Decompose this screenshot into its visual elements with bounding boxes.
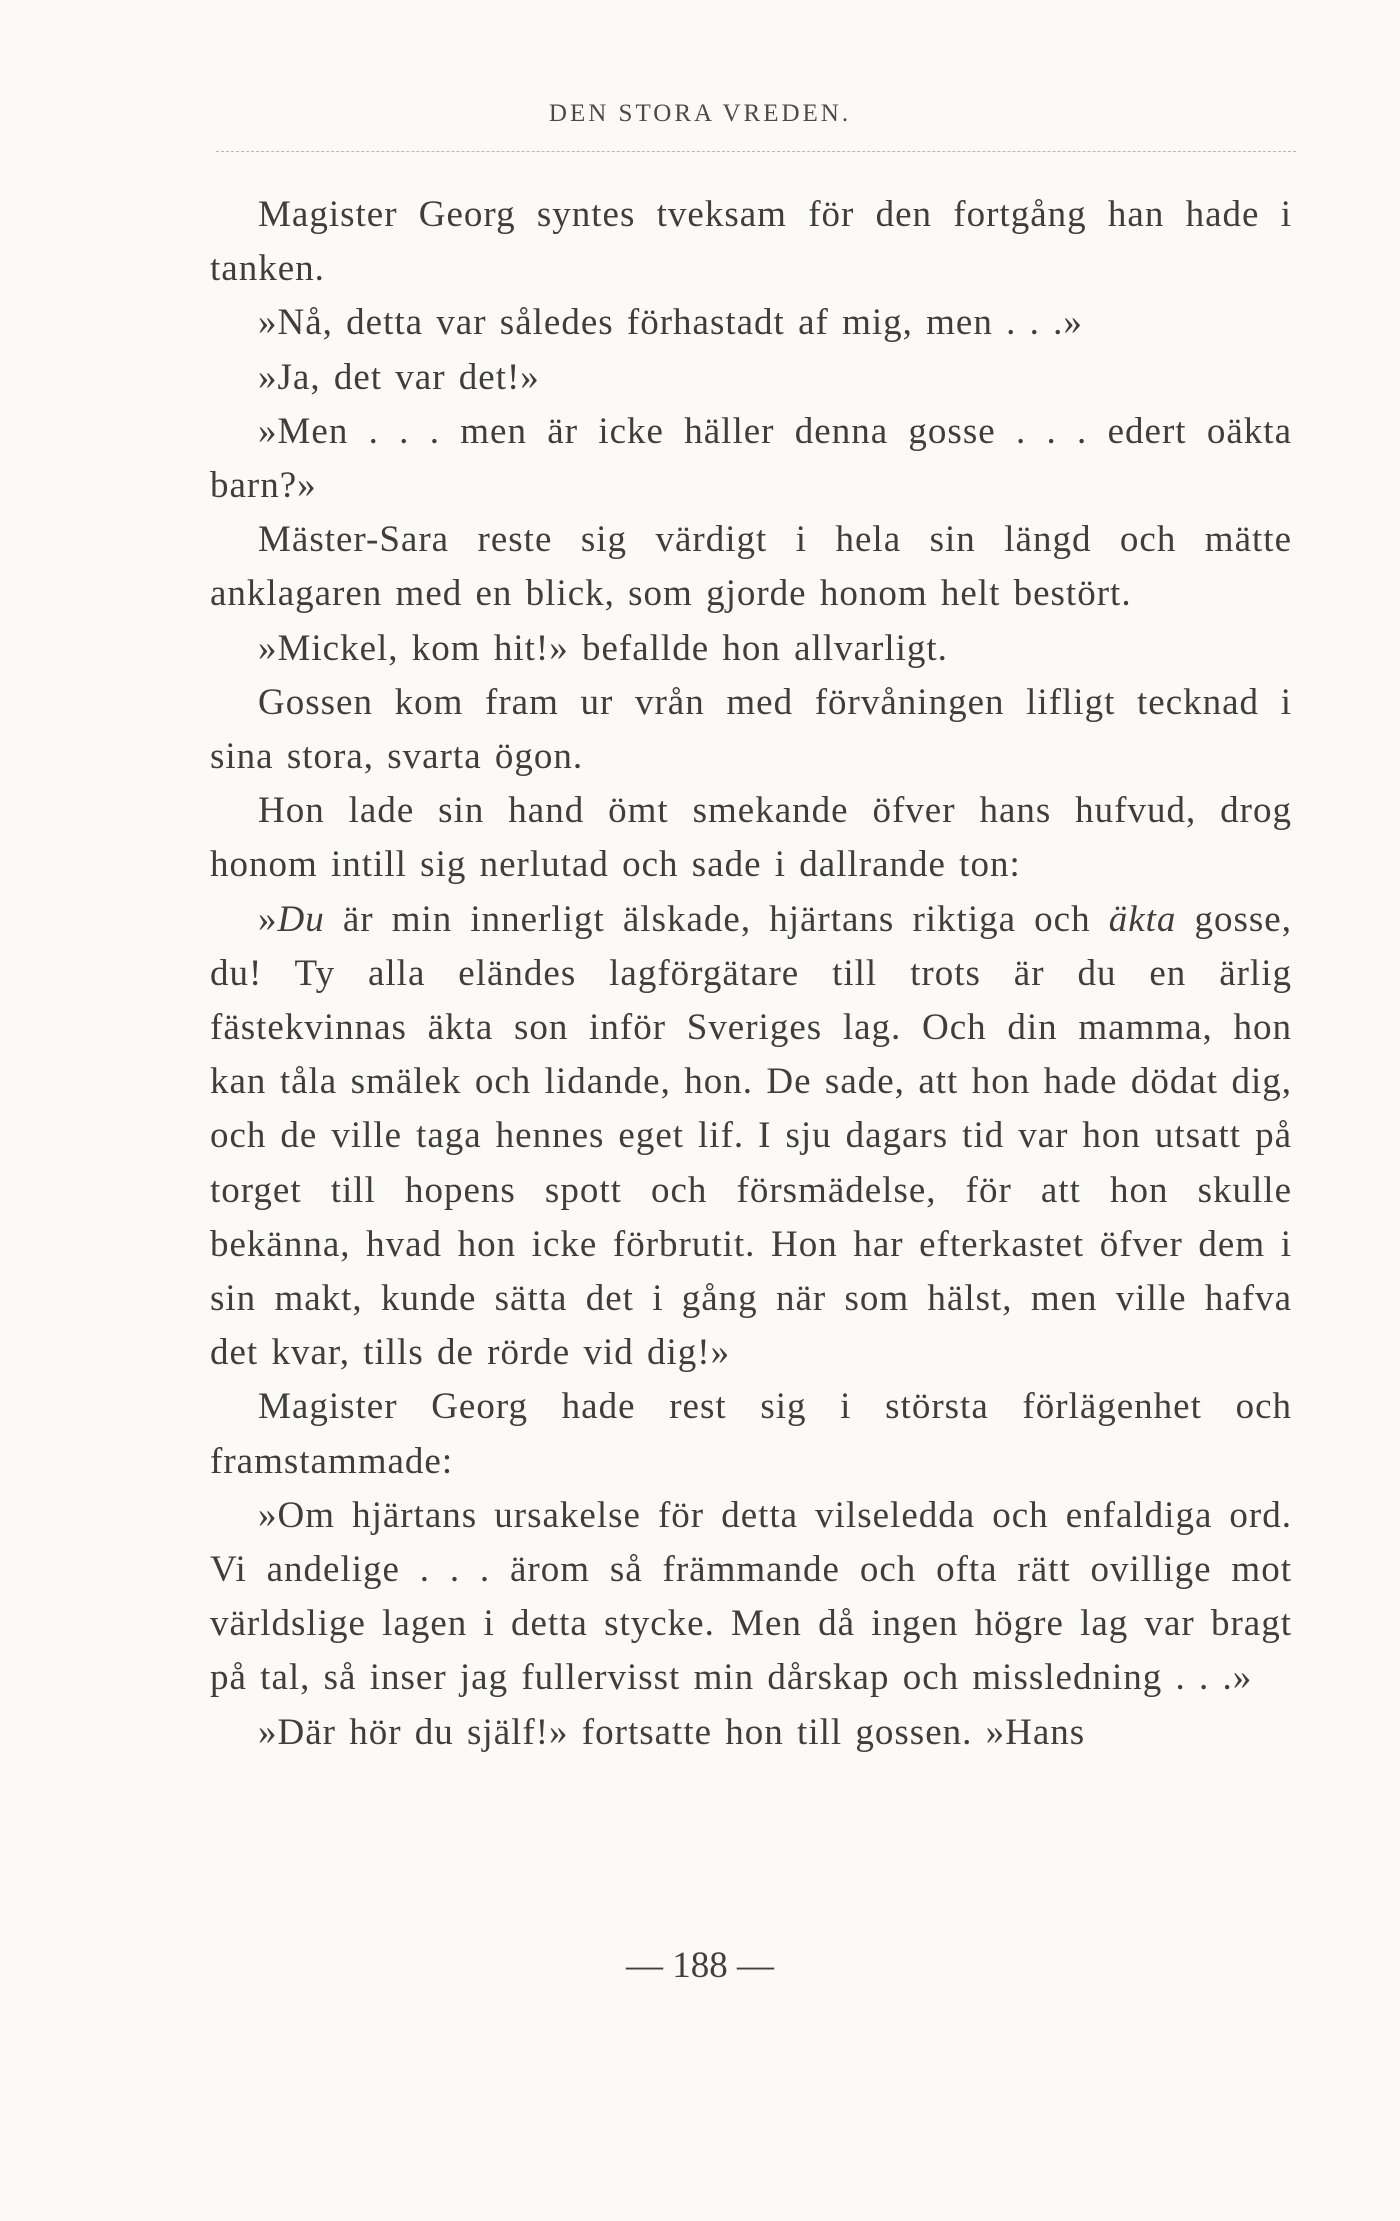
paragraph-with-emphasis (210, 893, 1292, 1381)
paragraph: Magister Georg hade rest sig i största förlägenhet och framstammade: (210, 1386, 1292, 1482)
emphasis-akta: äkta (1108, 898, 1177, 940)
paragraph: »Ja, det var det!» (258, 356, 540, 398)
paragraph: »Nå, detta var således förhastadt af mig, men . . .» (258, 302, 1083, 344)
emphasis-du: Du (277, 898, 325, 940)
paragraph-text: är min innerligt älskade, hjärtans riktiga och (324, 898, 1109, 940)
body-text (210, 188, 1292, 1760)
running-head: DEN STORA VREDEN. (548, 100, 852, 127)
paragraph: Mäster-Sara reste sig värdigt i hela sin längd och mätte anklagaren med en blick, som gjorde honom helt bestört. (210, 519, 1292, 615)
header-rule (216, 151, 1296, 152)
paragraph: Magister Georg syntes tveksam för den fortgång han hade i tanken. (210, 194, 1292, 290)
paragraph: »Där hör du själf!» fortsatte hon till gossen. »Hans (258, 1711, 1086, 1753)
paragraph: »Om hjärtans ursakelse för detta vilseledda och enfaldiga ord. Vi andelige . . . ärom så främmande och ofta rätt ovillige mot världslige lagen i detta stycke. Men då ingen högre lag var bragt på tal, så inser jag fullervisst min dårskap och missledning . . .» (210, 1494, 1292, 1699)
paragraph: Gossen kom fram ur vrån med förvåningen lifligt tecknad i sina stora, svarta ögon. (210, 681, 1292, 778)
paragraph-text: gosse, du! Ty alla eländes lagförgätare till trots är du en ärlig fästekvinnas äkta son inför Sveriges lag. Och din mamma, hon kan tåla smälek och lidande, hon. De sade, att hon hade dödat dig, och de ville taga hennes eget lif. I sju dagars tid var hon utsatt på torget till hopens spott och försmädelse, för att hon skulle bekänna, hvad hon icke förbrutit. Hon har efterkastet öfver dem i sin makt, kunde sätta det i gång när som hälst, men ville hafva det kvar, tills de rörde vid dig!» (210, 898, 1292, 1374)
paragraph: »Mickel, kom hit!» befallde hon allvarligt. (258, 627, 948, 669)
page-number: — 188 — (626, 1945, 774, 1986)
quote-mark: » (258, 898, 278, 940)
paragraph: Hon lade sin hand ömt smekande öfver hans hufvud, drog honom intill sig nerlutad och sade i dallrande ton: (210, 790, 1292, 886)
paragraph: »Men . . . men är icke häller denna gosse . . . edert oäkta barn?» (210, 410, 1292, 507)
